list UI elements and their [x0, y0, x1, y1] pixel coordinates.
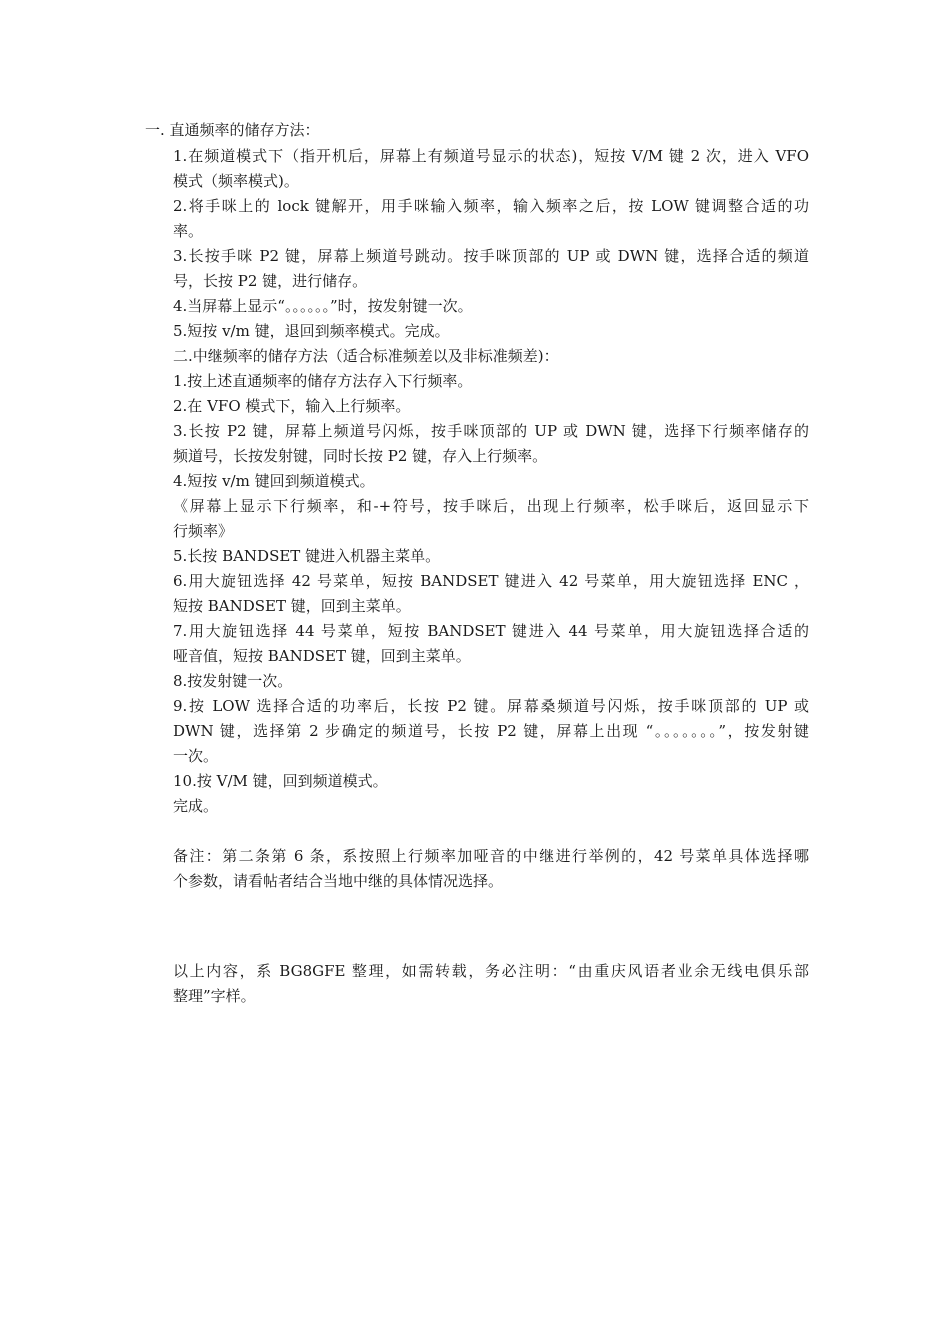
text-line: 短按 BANDSET 键，回到主菜单。: [173, 597, 411, 615]
text-line: 行频率》: [173, 522, 234, 540]
text-line: 5.短按 v/m 键，退回到频率模式。完成。: [173, 322, 450, 340]
text-line: 1.在频道模式下（指开机后，屏幕上有频道号显示的状态)，短按 V/M 键 2 次，进入 VFO: [173, 147, 809, 165]
text-line: 模式（频率模式)。: [173, 172, 299, 190]
section-heading: 一. 直通频率的储存方法：: [145, 121, 320, 139]
credit-line: 整理”字样。: [173, 987, 256, 1005]
text-line: 率。: [173, 222, 204, 240]
text-line: 6.用大旋钮选择 42 号菜单，短按 BANDSET 键进入 42 号菜单，用大旋钮选择 ENC ，: [173, 572, 809, 590]
text-line: 2.将手咪上的 lock 键解开，用手咪输入频率，输入频率之后，按 LOW 键调整合适的功: [173, 197, 809, 215]
text-line: 4.短按 v/m 键回到频道模式。: [173, 472, 375, 490]
credit-line: 以上内容，系 BG8GFE 整理，如需转载，务必注明：“由重庆风语者业余无线电俱乐部: [173, 962, 809, 980]
text-line: 2.在 VFO 模式下，输入上行频率。: [173, 397, 411, 415]
text-line: 频道号，长按发射键，同时长按 P2 键，存入上行频率。: [173, 447, 548, 465]
text-line: 3.长按 P2 键，屏幕上频道号闪烁，按手咪顶部的 UP 或 DWN 键，选择下行频率储存的: [173, 422, 809, 440]
subsection-heading: 二.中继频率的储存方法（适合标准频差以及非标准频差)：: [173, 347, 559, 365]
text-line: 7.用大旋钮选择 44 号菜单，短按 BANDSET 键进入 44 号菜单，用大旋钮选择合适的: [173, 622, 809, 640]
paragraph-gap: [173, 894, 809, 959]
text-line: 《屏幕上显示下行频率，和-+符号，按手咪后，出现上行频率，松手咪后，返回显示下: [173, 497, 809, 515]
text-line: 号，长按 P2 键，进行储存。: [173, 272, 368, 290]
text-line: 5.长按 BANDSET 键进入机器主菜单。: [173, 547, 441, 565]
note-line: 备注：第二条第 6 条，系按照上行频率加哑音的中继进行举例的，42 号菜单具体选择哪: [173, 847, 809, 865]
text-line: 9.按 LOW 选择合适的功率后，长按 P2 键。屏幕桑频道号闪烁，按手咪顶部的 UP 或: [173, 697, 809, 715]
document-body: [173, 144, 809, 1009]
text-line: 8.按发射键一次。: [173, 672, 293, 690]
text-line: 10.按 V/M 键，回到频道模式。: [173, 772, 388, 790]
text-line: 1.按上述直通频率的储存方法存入下行频率。: [173, 372, 473, 390]
note-line: 个参数，请看帖者结合当地中继的具体情况选择。: [173, 872, 504, 890]
text-line: DWN 键，选择第 2 步确定的频道号，长按 P2 键，屏幕上出现 “。。。。。。。”，按发射键: [173, 722, 809, 740]
paragraph-gap: [173, 819, 809, 844]
text-line: 4.当屏幕上显示“。。。。。。”时，按发射键一次。: [173, 297, 473, 315]
text-line: 一次。: [173, 747, 219, 765]
text-line: 完成。: [173, 797, 219, 815]
text-line: 3.长按手咪 P2 键，屏幕上频道号跳动。按手咪顶部的 UP 或 DWN 键，选择合适的频道: [173, 247, 809, 265]
text-line: 哑音值，短按 BANDSET 键，回到主菜单。: [173, 647, 471, 665]
